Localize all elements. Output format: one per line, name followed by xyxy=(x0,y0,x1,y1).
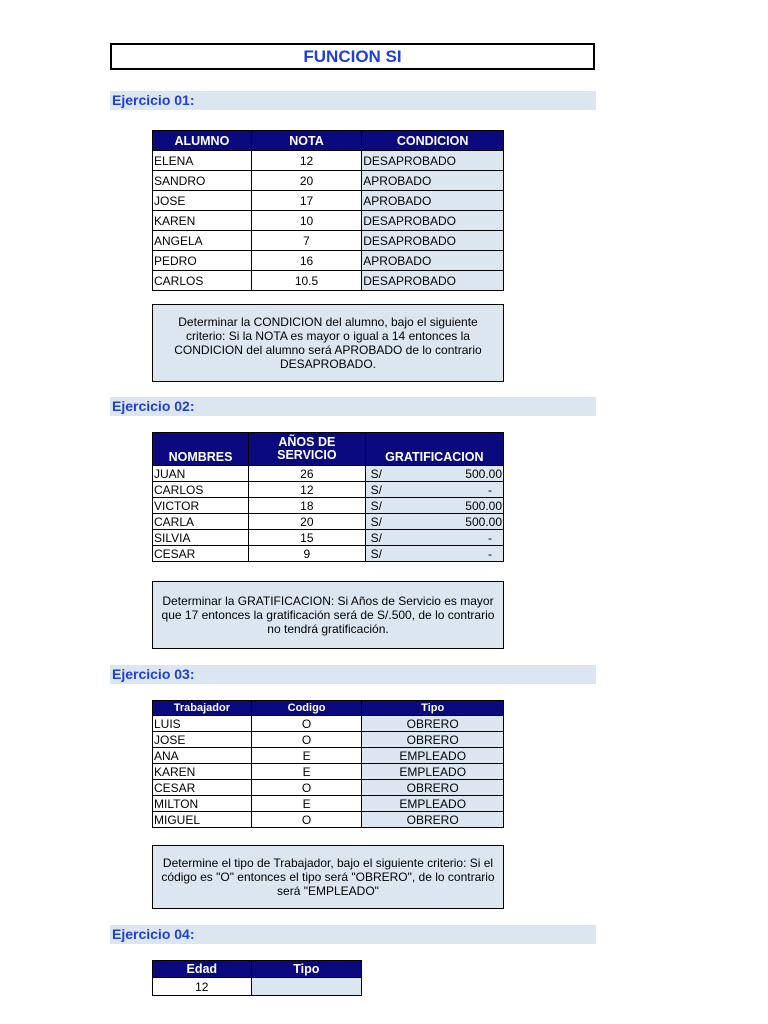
note-text: Determine el tipo de Trabajador, bajo el siguiente criterio: Si el código es "O" entonces el tipo será "OBRERO", de lo contrario será "EMPLEADO" xyxy=(161,856,495,898)
table-ejercicio-02 xyxy=(152,432,504,562)
currency-label: S/ xyxy=(370,482,382,497)
cell-tipo[interactable]: EMPLEADO xyxy=(362,764,504,780)
cell-nota[interactable]: 10 xyxy=(251,211,362,231)
cell-alumno[interactable]: PEDRO xyxy=(153,251,252,271)
cell-trabajador[interactable]: LUIS xyxy=(153,716,252,732)
cell-codigo[interactable]: O xyxy=(251,716,362,732)
header-trabajador: Trabajador xyxy=(153,701,252,716)
cell-gratificacion[interactable] xyxy=(365,482,503,498)
cell-trabajador[interactable]: CESAR xyxy=(153,780,252,796)
sheet-title: FUNCION SI xyxy=(110,43,595,70)
note-text: Determinar la CONDICION del alumno, bajo el siguiente criterio: Si la NOTA es mayor o igual a 14 entonces la CONDICION del alumno será APROBADO de lo contrario DESAPROBADO. xyxy=(174,315,482,371)
table-row xyxy=(153,498,504,514)
cell-condicion[interactable]: APROBADO xyxy=(362,251,504,271)
header-nota: NOTA xyxy=(251,131,362,151)
table-row xyxy=(153,191,504,211)
cell-nota[interactable]: 7 xyxy=(251,231,362,251)
table-row xyxy=(153,748,504,764)
table-row xyxy=(153,812,504,828)
table-row xyxy=(153,271,504,291)
cell-tipo[interactable]: EMPLEADO xyxy=(362,796,504,812)
table-ejercicio-01 xyxy=(152,130,504,291)
cell-gratificacion[interactable] xyxy=(365,498,503,514)
cell-condicion[interactable]: APROBADO xyxy=(362,171,504,191)
table-row xyxy=(153,780,504,796)
table-row xyxy=(153,530,504,546)
cell-nombre[interactable]: SILVIA xyxy=(153,530,249,546)
amount: 500.00 xyxy=(465,514,502,529)
cell-nota[interactable]: 10.5 xyxy=(251,271,362,291)
cell-codigo[interactable]: E xyxy=(251,764,362,780)
table-row xyxy=(153,546,504,562)
amount: - xyxy=(488,530,492,545)
cell-tipo[interactable] xyxy=(251,978,361,996)
cell-gratificacion[interactable] xyxy=(365,466,503,482)
cell-codigo[interactable]: O xyxy=(251,780,362,796)
cell-trabajador[interactable]: MIGUEL xyxy=(153,812,252,828)
table-row xyxy=(153,171,504,191)
table-row xyxy=(153,151,504,171)
cell-gratificacion[interactable] xyxy=(365,530,503,546)
cell-alumno[interactable]: JOSE xyxy=(153,191,252,211)
cell-condicion[interactable]: DESAPROBADO xyxy=(362,211,504,231)
note-ejercicio-03 xyxy=(152,845,504,909)
cell-alumno[interactable]: ANGELA xyxy=(153,231,252,251)
header-nombres: NOMBRES xyxy=(153,433,249,466)
cell-trabajador[interactable]: MILTON xyxy=(153,796,252,812)
cell-anos[interactable]: 9 xyxy=(249,546,366,562)
cell-tipo[interactable]: OBRERO xyxy=(362,780,504,796)
cell-condicion[interactable]: DESAPROBADO xyxy=(362,151,504,171)
cell-nombre[interactable]: CARLOS xyxy=(153,482,249,498)
cell-alumno[interactable]: KAREN xyxy=(153,211,252,231)
currency-label: S/ xyxy=(370,530,382,545)
note-text: Determinar la GRATIFICACION: Si Años de Servicio es mayor que 17 entonces la gratificación será de S/.500, de lo contrario no tendrá gratificación. xyxy=(161,594,495,636)
cell-codigo[interactable]: O xyxy=(251,732,362,748)
cell-trabajador[interactable]: ANA xyxy=(153,748,252,764)
amount: 500.00 xyxy=(465,498,502,513)
cell-nombre[interactable]: CARLA xyxy=(153,514,249,530)
cell-trabajador[interactable]: KAREN xyxy=(153,764,252,780)
table-row xyxy=(153,796,504,812)
cell-nota[interactable]: 12 xyxy=(251,151,362,171)
cell-anos[interactable]: 12 xyxy=(249,482,366,498)
cell-nombre[interactable]: JUAN xyxy=(153,466,249,482)
cell-tipo[interactable]: OBRERO xyxy=(362,812,504,828)
cell-tipo[interactable]: OBRERO xyxy=(362,732,504,748)
note-ejercicio-02 xyxy=(152,581,504,649)
section-ejercicio-03: Ejercicio 03: xyxy=(110,665,596,684)
table-ejercicio-03 xyxy=(152,700,504,828)
table-row xyxy=(153,231,504,251)
cell-nombre[interactable]: VICTOR xyxy=(153,498,249,514)
cell-condicion[interactable]: APROBADO xyxy=(362,191,504,211)
amount: - xyxy=(488,546,492,561)
header-anos-servicio: AÑOS DE SERVICIO xyxy=(249,433,366,466)
cell-gratificacion[interactable] xyxy=(365,514,503,530)
cell-condicion[interactable]: DESAPROBADO xyxy=(362,271,504,291)
cell-anos[interactable]: 20 xyxy=(249,514,366,530)
table-row xyxy=(153,482,504,498)
header-tipo: Tipo xyxy=(251,961,361,978)
cell-anos[interactable]: 26 xyxy=(249,466,366,482)
cell-anos[interactable]: 18 xyxy=(249,498,366,514)
cell-nombre[interactable]: CESAR xyxy=(153,546,249,562)
cell-tipo[interactable]: OBRERO xyxy=(362,716,504,732)
cell-alumno[interactable]: CARLOS xyxy=(153,271,252,291)
table-row xyxy=(153,466,504,482)
header-alumno: ALUMNO xyxy=(153,131,252,151)
cell-gratificacion[interactable] xyxy=(365,546,503,562)
note-ejercicio-01 xyxy=(152,304,504,382)
cell-nota[interactable]: 16 xyxy=(251,251,362,271)
cell-edad[interactable]: 12 xyxy=(153,978,252,996)
table-row xyxy=(153,211,504,231)
cell-nota[interactable]: 20 xyxy=(251,171,362,191)
header-gratificacion: GRATIFICACION xyxy=(365,433,503,466)
cell-condicion[interactable]: DESAPROBADO xyxy=(362,231,504,251)
cell-trabajador[interactable]: JOSE xyxy=(153,732,252,748)
cell-codigo[interactable]: E xyxy=(251,748,362,764)
amount: 500.00 xyxy=(465,466,502,481)
header-edad: Edad xyxy=(153,961,252,978)
cell-codigo[interactable]: O xyxy=(251,812,362,828)
header-tipo: Tipo xyxy=(362,701,504,716)
currency-label: S/ xyxy=(370,546,382,561)
currency-label: S/ xyxy=(370,514,382,529)
cell-nota[interactable]: 17 xyxy=(251,191,362,211)
table-ejercicio-04 xyxy=(152,960,362,996)
table-row xyxy=(153,978,362,996)
cell-tipo[interactable]: EMPLEADO xyxy=(362,748,504,764)
header-codigo: Codigo xyxy=(251,701,362,716)
table-row xyxy=(153,764,504,780)
amount: - xyxy=(488,482,492,497)
table-row xyxy=(153,732,504,748)
cell-alumno[interactable]: SANDRO xyxy=(153,171,252,191)
section-ejercicio-01: Ejercicio 01: xyxy=(110,91,596,110)
currency-label: S/ xyxy=(370,498,382,513)
table-row xyxy=(153,716,504,732)
table-row xyxy=(153,251,504,271)
table-row xyxy=(153,514,504,530)
section-ejercicio-04: Ejercicio 04: xyxy=(110,925,596,944)
cell-codigo[interactable]: E xyxy=(251,796,362,812)
header-condicion: CONDICION xyxy=(362,131,504,151)
section-ejercicio-02: Ejercicio 02: xyxy=(110,397,596,416)
currency-label: S/ xyxy=(370,466,382,481)
cell-anos[interactable]: 15 xyxy=(249,530,366,546)
cell-alumno[interactable]: ELENA xyxy=(153,151,252,171)
